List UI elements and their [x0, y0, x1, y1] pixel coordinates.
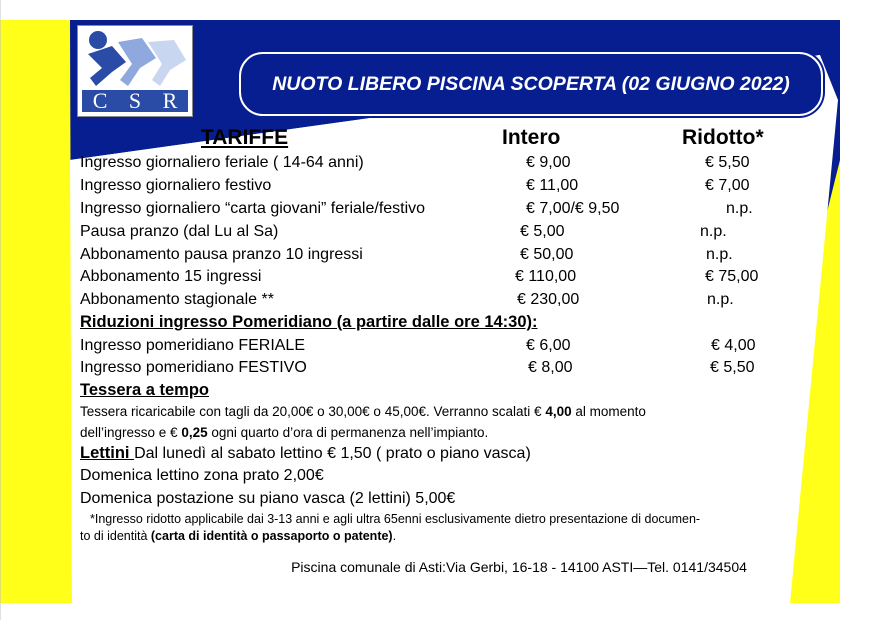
domenica-vasca: Domenica postazione su piano vasca (2 lettini) 5,00€ — [80, 490, 456, 507]
tariff-ridotto: n.p. — [706, 246, 733, 263]
tariff-label: Ingresso giornaliero “carta giovani” feriale/festivo — [80, 200, 426, 217]
footnote-line-1: *Ingresso ridotto applicabile dai 3-13 anni e agli ultra 65enni esclusivamente dietro presentazione di documen- — [90, 512, 701, 526]
tariff-label: Pausa pranzo (dal Lu al Sa) — [80, 223, 279, 240]
tariff-intero: € 50,00 — [520, 246, 574, 263]
intero-heading: Intero — [502, 126, 561, 149]
tariff-ridotto: € 75,00 — [705, 268, 759, 285]
tariff-ridotto: € 5,50 — [705, 154, 750, 171]
tariff-intero: € 110,00 — [515, 268, 577, 285]
tariff-label: Abbonamento stagionale ** — [80, 291, 274, 308]
tariff-ridotto: n.p. — [726, 200, 753, 217]
tessera-text: dell’ingresso e € — [80, 425, 182, 440]
lettini-text: Dal lunedì al sabato lettino € 1,50 ( prato o piano vasca) — [134, 445, 531, 462]
tariff-ridotto: n.p. — [700, 223, 727, 240]
runners-icon — [82, 28, 190, 90]
tessera-text: al momento — [571, 404, 646, 419]
tariff-intero: € 9,00 — [526, 154, 571, 171]
riduzioni-intero: € 8,00 — [528, 359, 573, 376]
tessera-line-1 — [80, 402, 646, 421]
tariff-ridotto: n.p. — [707, 291, 734, 308]
tariff-intero: € 7,00/€ 9,50 — [526, 200, 620, 217]
riduzioni-heading: Riduzioni ingresso Pomeridiano (a partire dalle ore 14:30): — [80, 313, 538, 331]
tessera-amount: 4,00 — [545, 404, 572, 419]
footer-text: Piscina comunale di Asti:Via Gerbi, 16-18 - 14100 ASTI—Tel. 0141/34504 — [291, 559, 747, 575]
ridotto-heading: Ridotto* — [682, 126, 764, 149]
page-title: NUOTO LIBERO PISCINA SCOPERTA (02 GIUGNO 2022) — [272, 72, 790, 95]
riduzioni-label: Ingresso pomeridiano FESTIVO — [80, 359, 307, 376]
footnote-text: to di identità — [80, 529, 151, 543]
tariffe-heading: TARIFFE — [201, 126, 289, 149]
tessera-amount: 0,25 — [181, 425, 208, 440]
title-banner — [239, 52, 823, 116]
logo-letter-s: S — [128, 88, 142, 113]
tariff-label: Ingresso giornaliero festivo — [80, 177, 272, 194]
tessera-heading: Tessera a tempo — [80, 381, 210, 399]
logo-letter-c: C — [92, 88, 108, 113]
tariff-intero: € 230,00 — [517, 291, 580, 308]
csr-logo — [77, 25, 193, 117]
riduzioni-label: Ingresso pomeridiano FERIALE — [80, 337, 305, 354]
logo-letters — [82, 90, 188, 112]
riduzioni-intero: € 6,00 — [526, 337, 571, 354]
riduzioni-ridotto: € 4,00 — [711, 337, 756, 354]
tariff-intero: € 5,00 — [520, 223, 565, 240]
lettini-line — [80, 443, 531, 464]
tessera-text: ogni quarto d’ora di permanenza nell’impianto. — [207, 425, 489, 440]
riduzioni-ridotto: € 5,50 — [710, 359, 755, 376]
tariff-label: Abbonamento 15 ingressi — [80, 268, 262, 285]
footnote-line-2 — [80, 528, 396, 545]
footnote-text: . — [392, 529, 397, 543]
tariff-label: Ingresso giornaliero feriale ( 14-64 anni) — [80, 154, 364, 171]
tessera-text: Tessera ricaricabile con tagli da 20,00€ o 30,00€ o 45,00€. Verranno scalati € — [80, 404, 546, 419]
footnote-documents: (carta di identità o passaporto o patente) — [150, 529, 393, 543]
tariff-ridotto: € 7,00 — [705, 177, 750, 194]
tariff-label: Abbonamento pausa pranzo 10 ingressi — [80, 246, 363, 263]
tessera-line-2 — [80, 423, 488, 442]
lettini-heading: Lettini — [80, 444, 135, 462]
domenica-prato: Domenica lettino zona prato 2,00€ — [80, 467, 324, 484]
logo-letter-r: R — [162, 88, 178, 113]
footer-address — [252, 553, 786, 581]
yellow-band-left — [0, 20, 72, 603]
tariff-intero: € 11,00 — [526, 177, 579, 194]
